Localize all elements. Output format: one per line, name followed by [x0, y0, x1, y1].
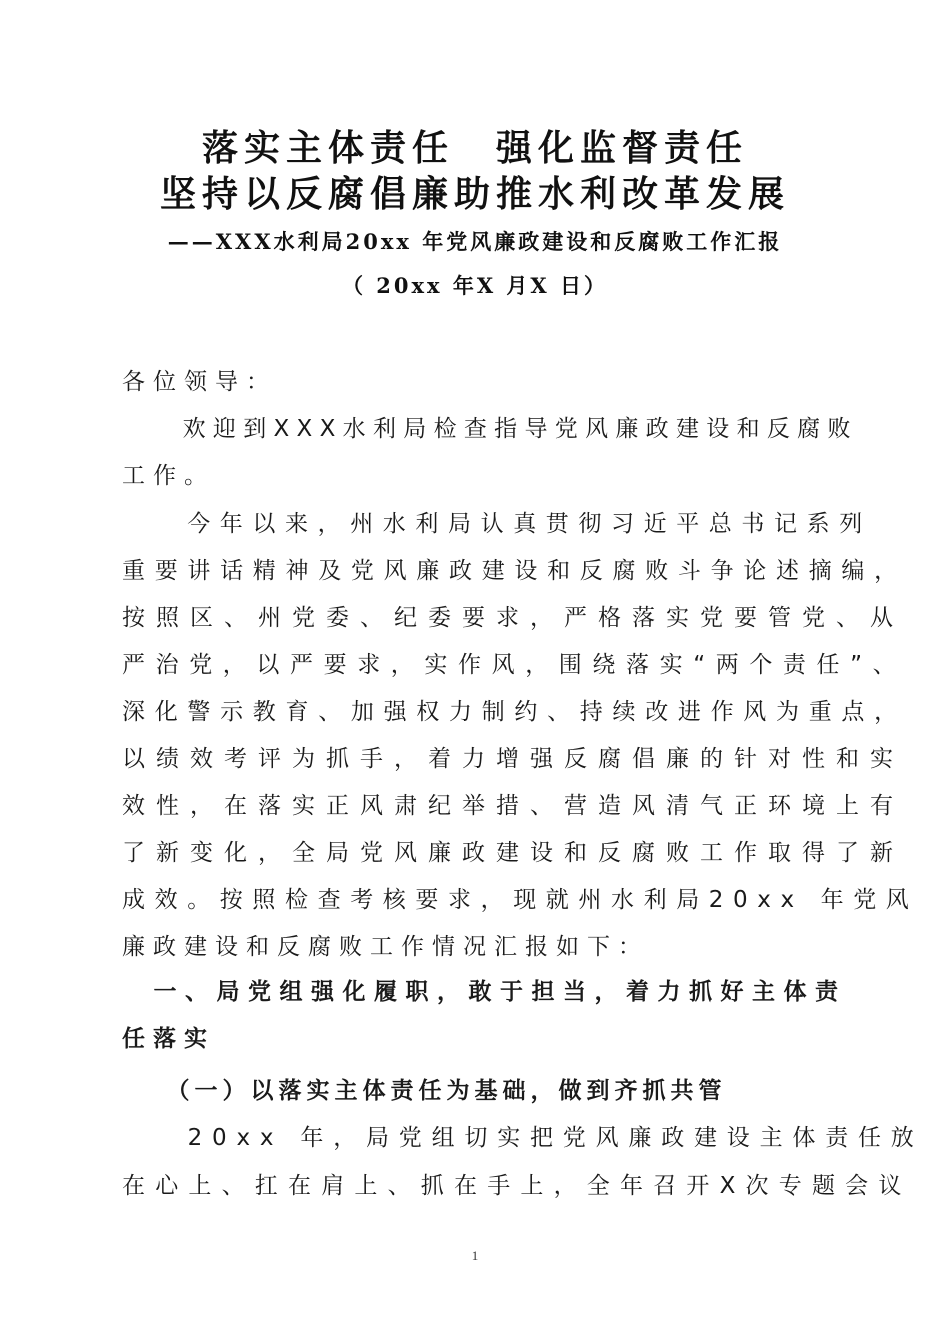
paragraph-line: 欢迎到XXX水利局检查指导党风廉政建设和反腐败	[122, 416, 858, 442]
subtitle: ——XXX水利局20xx 年党风廉政建设和反腐败工作汇报	[167, 229, 783, 254]
paragraph-line: 今年以来，州水利局认真贯彻习近平总书记系列	[122, 511, 872, 537]
title-line-1: 落实主体责任 强化监督责任	[201, 127, 748, 169]
section-heading: 一、局党组强化履职，敢于担当，着力抓好主体责	[122, 979, 847, 1005]
paragraph-line: 20xx 年，局党组切实把党风廉政建设主体责任放	[122, 1125, 924, 1151]
paragraph-line: 在心上、扛在肩上、抓在手上，全年召开X次专题会议	[122, 1173, 912, 1199]
title-line-2: 坚持以反腐倡廉助推水利改革发展	[159, 173, 790, 215]
paragraph-line: 成效。按照检查考核要求，现就州水利局20xx 年党风	[122, 887, 919, 913]
paragraph-line: 按照区、州党委、纪委要求，严格落实党要管党、从	[122, 605, 904, 631]
paragraph-line: 了新变化，全局党风廉政建设和反腐败工作取得了新	[122, 840, 904, 866]
paragraph-line: 廉政建设和反腐败工作情况汇报如下：	[122, 934, 649, 960]
paragraph-line: 严治党，以严要求，实作风，围绕落实“两个责任”、	[122, 652, 907, 678]
page-number: 1	[471, 1248, 479, 1263]
paragraph-line: 以绩效考评为抓手，着力增强反腐倡廉的针对性和实	[122, 746, 904, 772]
section-heading: 任落实	[122, 1026, 215, 1052]
paragraph-line: 工作。	[122, 463, 215, 489]
paragraph-line: 重要讲话精神及党风廉政建设和反腐败斗争论述摘编，	[122, 558, 907, 584]
report-date: （ 20xx 年X 月X 日）	[341, 273, 609, 298]
subsection-heading: （一）以落实主体责任为基础，做到齐抓共管	[122, 1077, 727, 1104]
paragraph-line: 效性，在落实正风肃纪举措、营造风清气正环境上有	[122, 793, 904, 819]
salutation: 各位领导：	[122, 369, 277, 395]
paragraph-line: 深化警示教育、加强权力制约、持续改进作风为重点，	[122, 699, 907, 725]
